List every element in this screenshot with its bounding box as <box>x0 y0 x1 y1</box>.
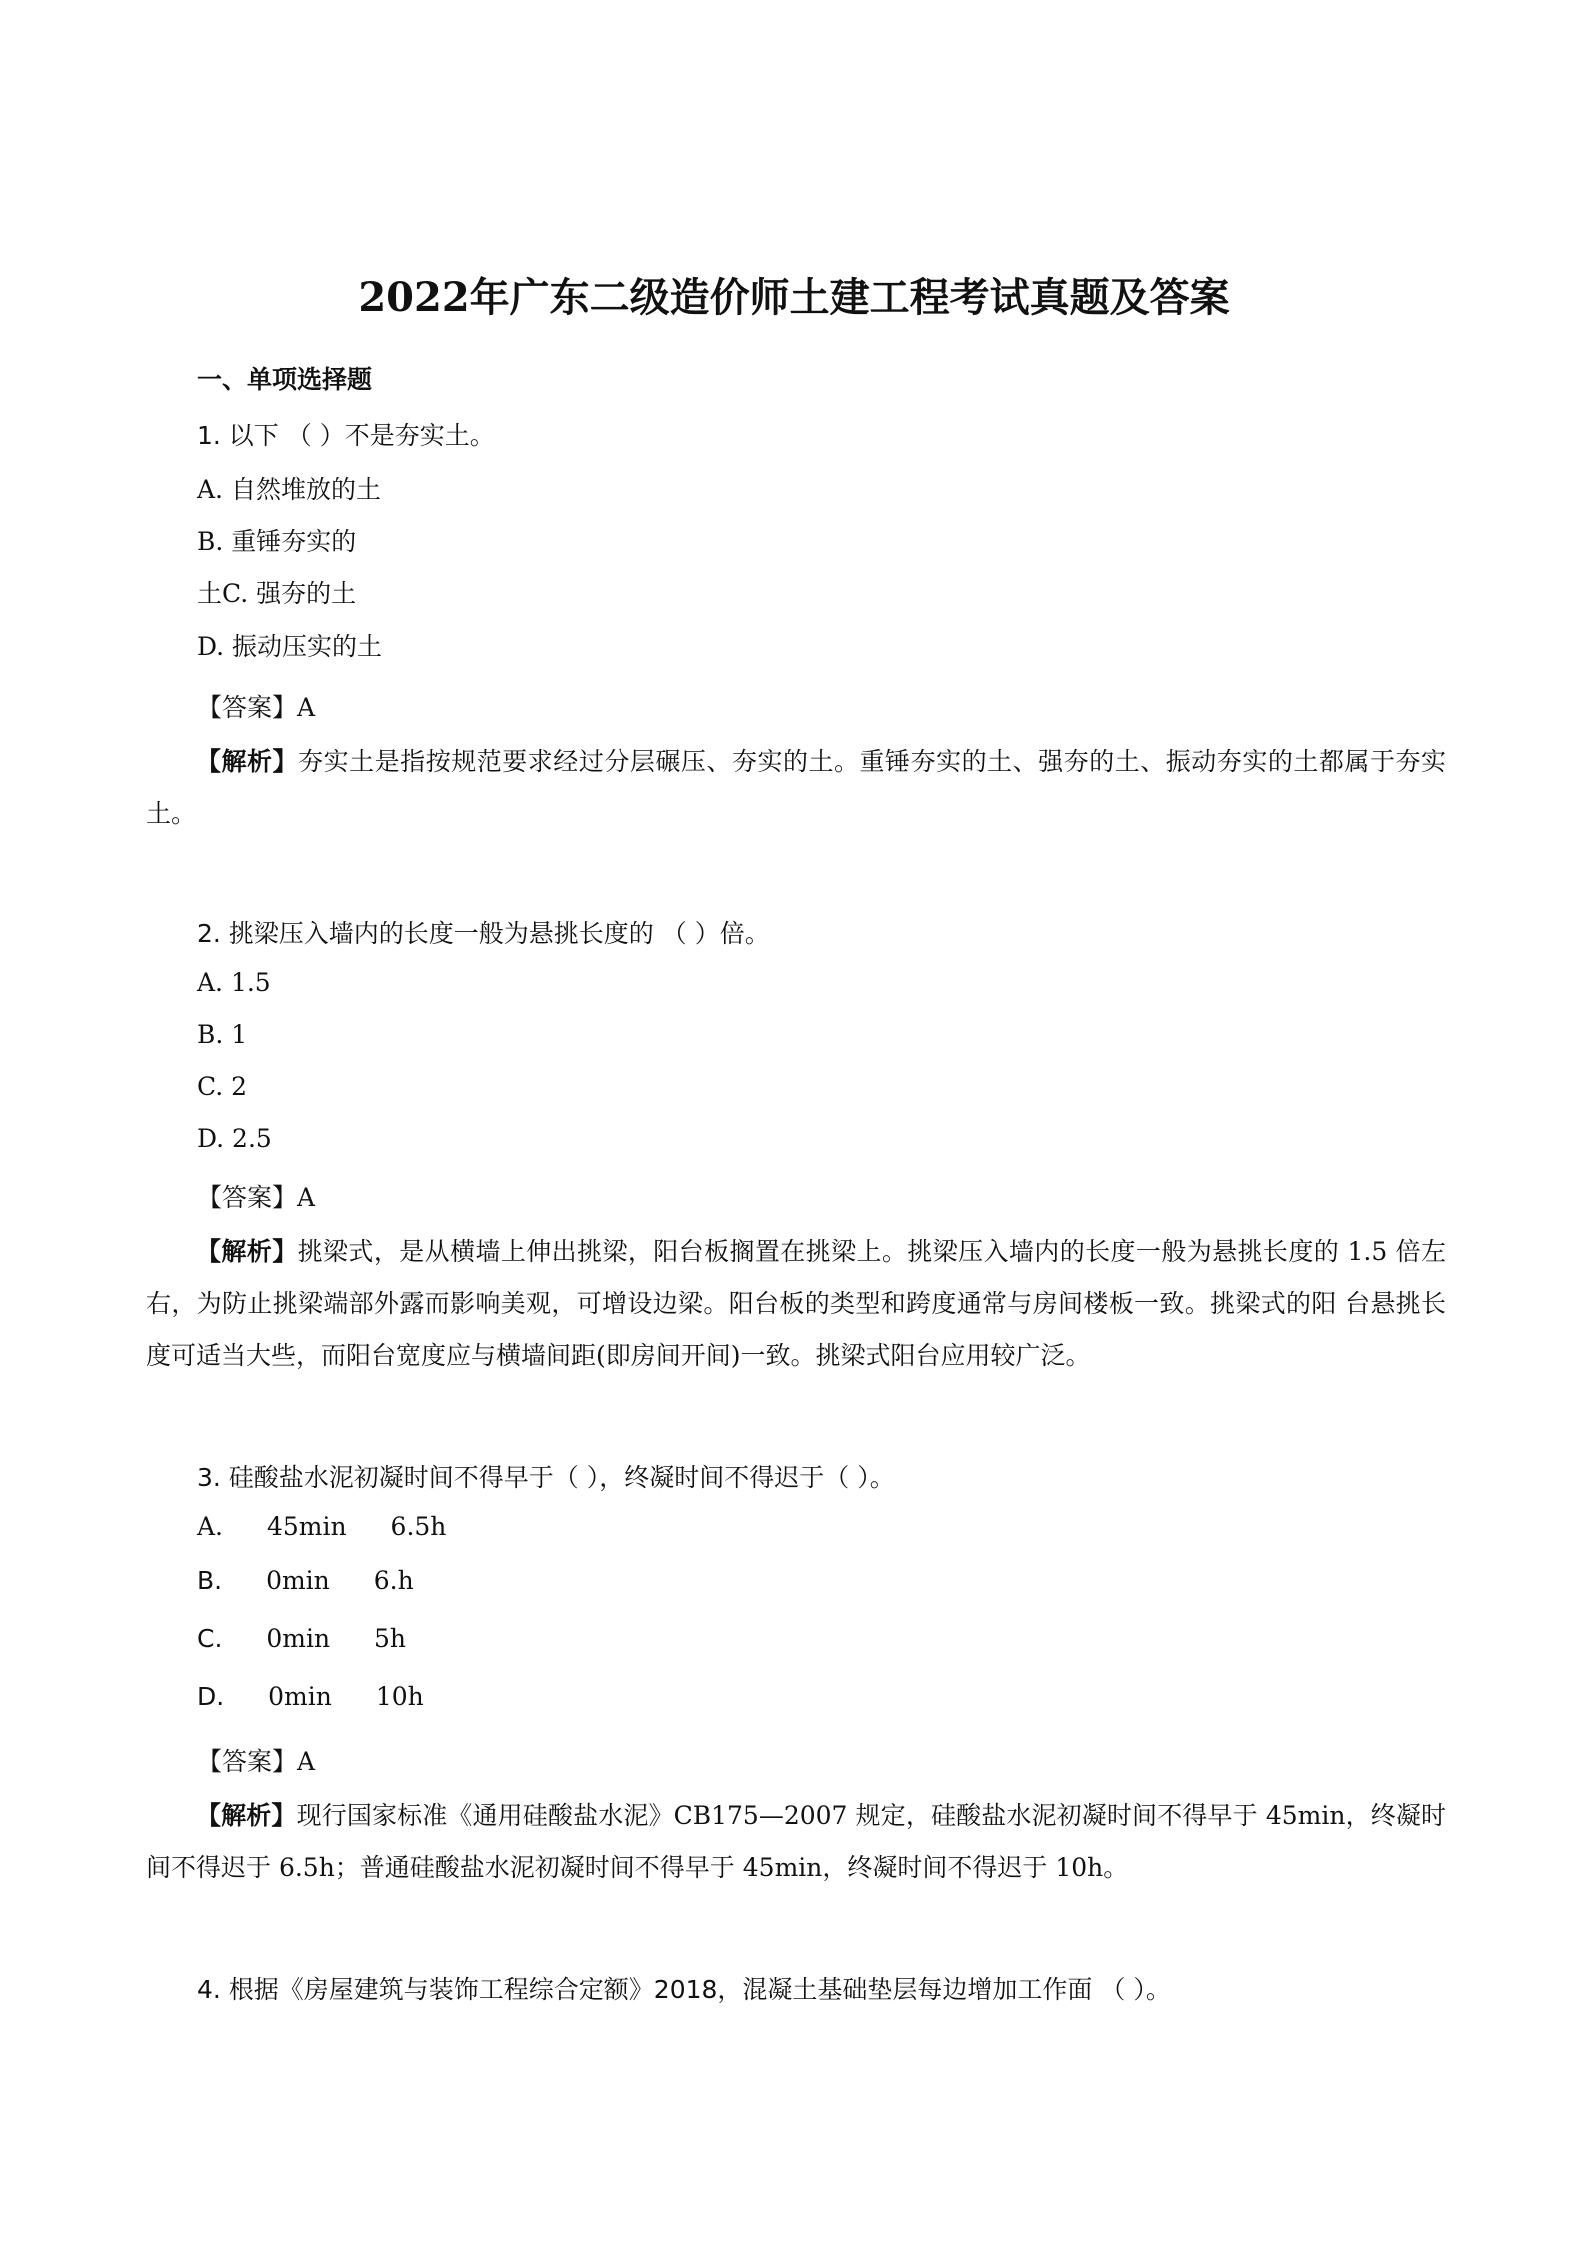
q3-option-c-final: 5h <box>374 1624 407 1653</box>
q3-analysis-label: 【解析】 <box>196 1801 297 1830</box>
q2-option-c: C. 2 <box>197 1072 248 1101</box>
q1-option-b: B. 重锤夯实的 <box>197 527 357 556</box>
q3-answer: 【答案】A <box>197 1747 316 1776</box>
q3-option-d-letter: D. <box>197 1682 225 1711</box>
q3-option-c-letter: C. <box>197 1624 223 1653</box>
question-1: 1. 以下 （ ）不是夯实土。 <box>197 421 495 450</box>
q3-option-b-final: 6.h <box>373 1566 414 1595</box>
q3-option-a <box>197 1512 446 1541</box>
q3-option-b-letter: B. <box>197 1566 223 1595</box>
q3-option-b-initial: 0min <box>266 1566 330 1595</box>
q1-analysis <box>146 736 1446 840</box>
question-4: 4. 根据《房屋建筑与装饰工程综合定额》2018，混凝土基础垫层每边增加工作面 （ ）。 <box>197 1975 1171 2004</box>
document-title: 2022年广东二级造价师土建工程考试真题及答案 <box>358 274 1230 321</box>
q2-option-b: B. 1 <box>197 1020 248 1049</box>
q3-option-d-final: 10h <box>375 1682 424 1711</box>
section-heading: 一、单项选择题 <box>197 365 373 394</box>
question-3: 3. 硅酸盐水泥初凝时间不得早于（ ），终凝时间不得迟于（ ）。 <box>197 1463 895 1492</box>
q2-option-d: D. 2.5 <box>197 1124 272 1153</box>
q1-option-d: D. 振动压实的土 <box>197 632 383 661</box>
q3-option-a-initial: 45min <box>266 1512 347 1541</box>
q2-option-a: A. 1.5 <box>197 968 271 997</box>
q3-option-d <box>197 1682 424 1711</box>
q1-answer: 【答案】A <box>197 693 316 722</box>
q1-option-a: A. 自然堆放的土 <box>197 475 381 504</box>
q1-analysis-text: 夯实土是指按规范要求经过分层碾压、夯实的土。重锤夯实的土、强夯的土、振动夯实的土都属于夯实土。 <box>146 747 1446 828</box>
q3-option-c <box>197 1624 406 1653</box>
q3-option-b <box>197 1566 414 1595</box>
q3-option-d-initial: 0min <box>268 1682 332 1711</box>
q1-analysis-label: 【解析】 <box>196 747 299 776</box>
q3-analysis <box>146 1790 1446 1894</box>
q2-analysis-label: 【解析】 <box>196 1237 298 1266</box>
q1-option-c: 土C. 强夯的土 <box>197 579 357 608</box>
q3-option-a-letter: A. <box>197 1512 224 1541</box>
question-2: 2. 挑梁压入墙内的长度一般为悬挑长度的 （ ）倍。 <box>197 919 770 948</box>
q3-option-a-final: 6.5h <box>390 1512 447 1541</box>
q2-analysis-text: 挑梁式，是从横墙上伸出挑梁，阳台板搁置在挑梁上。挑梁压入墙内的长度一般为悬挑长度的 1.5 倍左右，为防止挑梁端部外露而影响美观，可增设边梁。阳台板的类型和跨度通常与房间楼板一致。挑梁式的阳 台悬挑长度可适当大些，而阳台宽度应与横墙间距(即房间开间)一致。挑梁式阳台应用较广泛。 <box>146 1237 1446 1370</box>
q2-analysis <box>146 1226 1446 1382</box>
q2-answer: 【答案】A <box>197 1183 316 1212</box>
q3-option-c-initial: 0min <box>266 1624 331 1653</box>
q3-analysis-text: 现行国家标准《通用硅酸盐水泥》CB175—2007 规定，硅酸盐水泥初凝时间不得早于 45min，终凝时间不得迟于 6.5h；普通硅酸盐水泥初凝时间不得早于 45min，终凝时间不得迟于 10h。 <box>146 1801 1446 1882</box>
